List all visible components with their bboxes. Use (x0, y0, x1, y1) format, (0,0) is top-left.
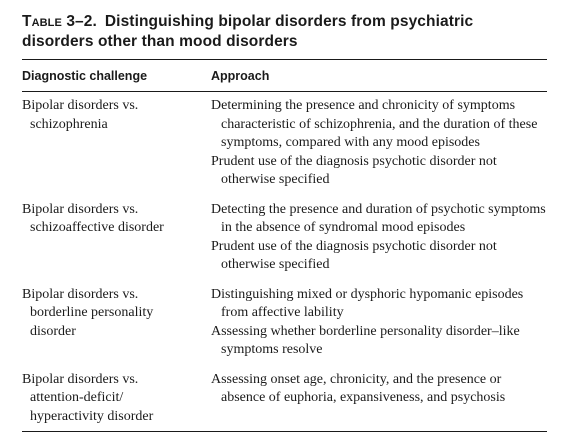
challenge-cell (22, 97, 211, 190)
table-title-line-1: Distinguishing bipolar disorders from psychiatric (104, 13, 474, 30)
approach-cell (211, 201, 547, 275)
table-title-line-2: disorders other than mood disorders (22, 33, 298, 50)
table-body (22, 92, 547, 426)
table-header-row (22, 60, 547, 91)
challenge-text: Bipolar disorders vs. (22, 371, 139, 387)
table-row (22, 201, 547, 275)
table-number: Table 3–2. (22, 13, 97, 30)
challenge-text: Bipolar disorders vs. (22, 201, 139, 217)
table-row (22, 371, 547, 427)
approach-text: Distinguishing mixed or dysphoric hypomanic episodes from affective lability (211, 286, 524, 320)
column-header-challenge: Diagnostic challenge (22, 69, 148, 83)
challenge-text: Bipolar disorders vs. (22, 286, 139, 302)
challenge-text: hyperactivity disorder (30, 408, 154, 424)
table-title (22, 12, 547, 52)
challenge-text: schizophrenia (30, 116, 108, 132)
column-header-approach: Approach (211, 69, 270, 83)
approach-cell (211, 97, 547, 190)
challenge-cell (22, 286, 211, 360)
approach-text: Assessing onset age, chronicity, and the presence or absence of euphoria, expansiveness, and psychosis (211, 371, 506, 405)
challenge-text: disorder (30, 323, 76, 339)
approach-text: Determining the presence and chronicity of symptoms characteristic of schizophrenia, and the duration of these symptoms, compared with any mood episodes (211, 98, 538, 150)
table-row (22, 286, 547, 360)
challenge-text: Bipolar disorders vs. (22, 98, 139, 113)
challenge-text: attention-deficit/ (30, 390, 124, 405)
challenge-text: borderline personality (30, 305, 154, 320)
table-container (22, 12, 547, 432)
approach-text: Detecting the presence and duration of psychotic symptoms in the absence of syndromal mood episodes (211, 201, 546, 235)
approach-cell (211, 371, 547, 427)
challenge-cell (22, 371, 211, 427)
approach-cell (211, 286, 547, 360)
challenge-cell (22, 201, 211, 275)
approach-text: Prudent use of the diagnosis psychotic disorder not otherwise specified (211, 153, 497, 187)
approach-text: Prudent use of the diagnosis psychotic disorder not otherwise specified (211, 238, 497, 272)
bottom-rule (22, 431, 547, 432)
table-row (22, 97, 547, 190)
challenge-text: schizoaffective disorder (30, 220, 164, 235)
approach-text: Assessing whether borderline personality disorder–like symptoms resolve (211, 323, 520, 357)
